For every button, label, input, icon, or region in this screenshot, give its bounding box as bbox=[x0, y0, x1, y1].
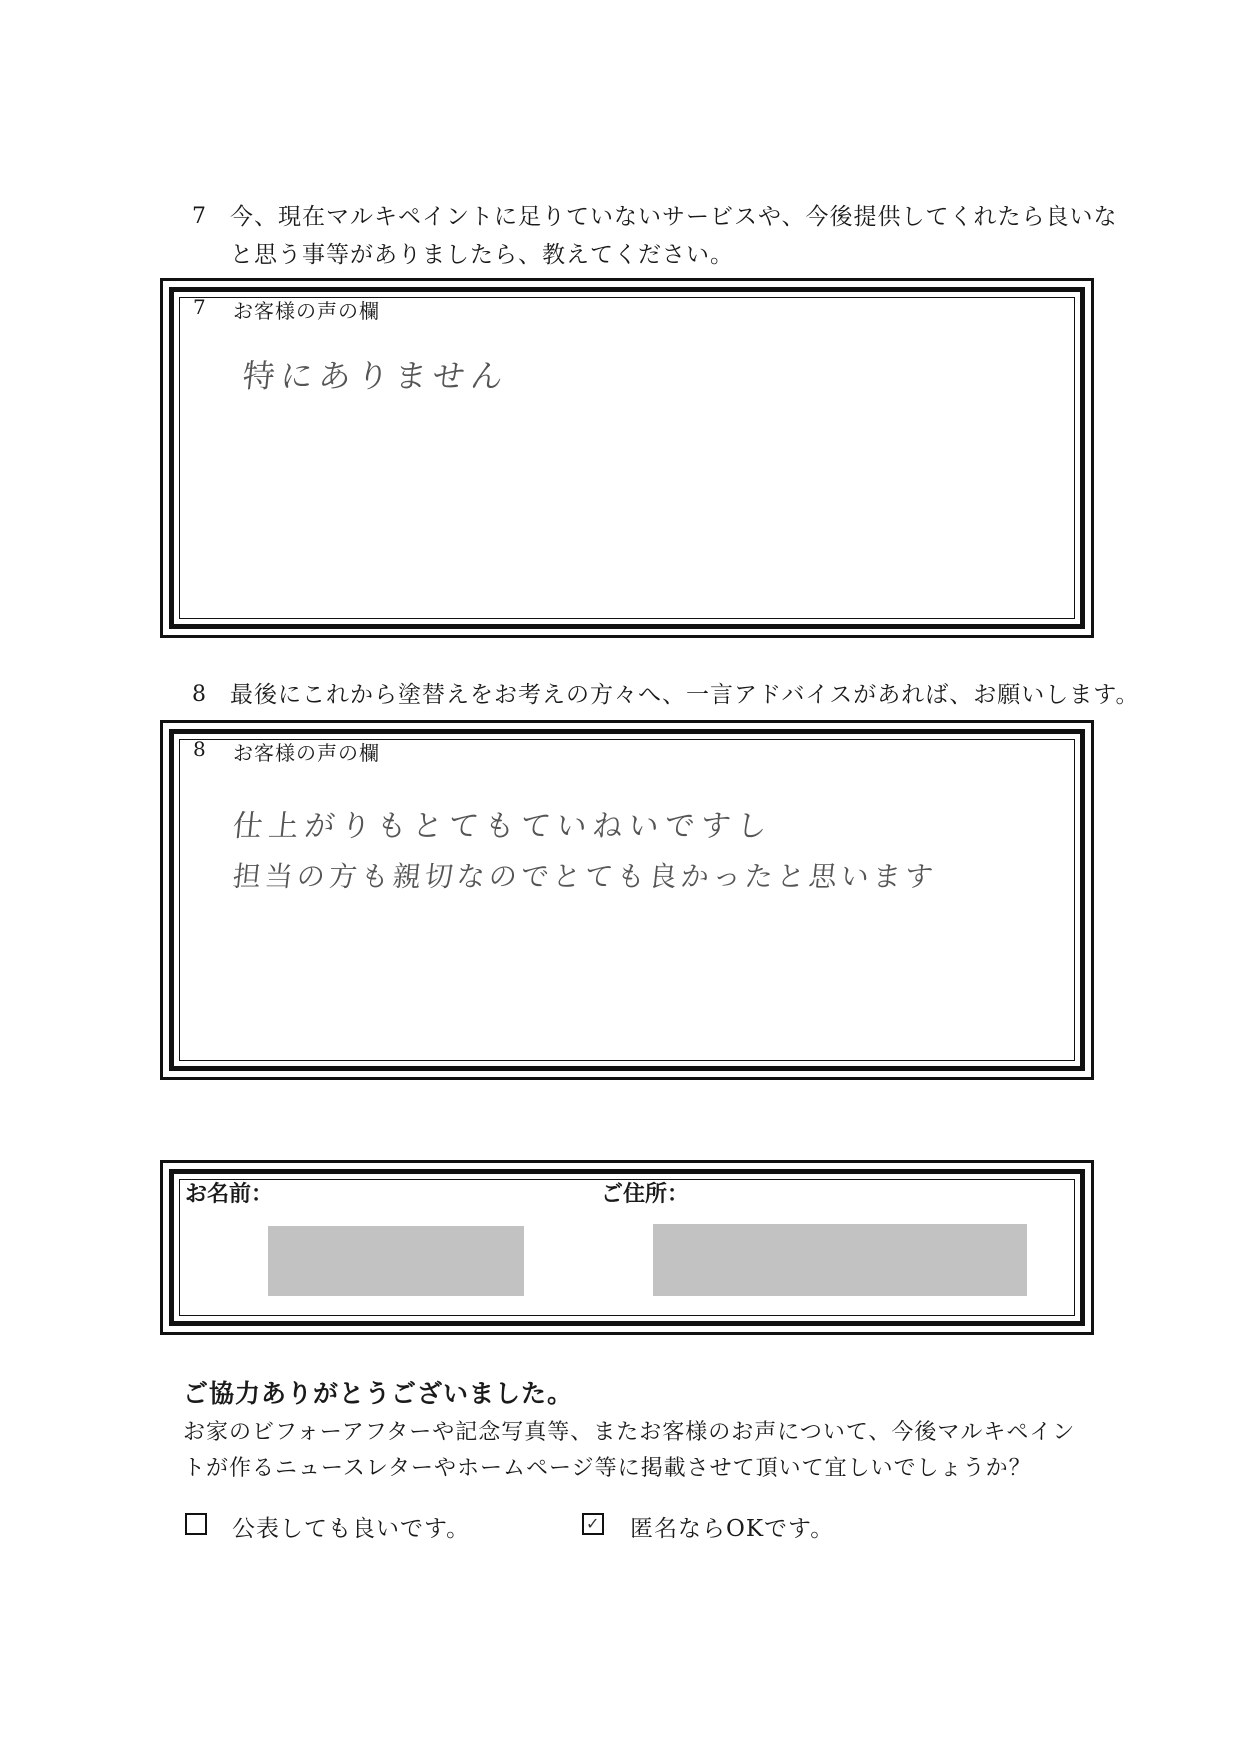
q7-box-label: お客様の声の欄 bbox=[233, 299, 380, 323]
name-redaction bbox=[268, 1226, 524, 1296]
q7-number: 7 bbox=[192, 204, 207, 229]
q8-number: 8 bbox=[192, 682, 207, 707]
closing-line1: お家のビフォーアフターや記念写真等、またお客様のお声について、今後マルキペイン bbox=[183, 1420, 1076, 1445]
name-label: お名前： bbox=[185, 1181, 274, 1207]
address-label: ご住所： bbox=[601, 1181, 690, 1207]
closing-line2: トが作るニュースレターやホームページ等に掲載させて頂いて宜しいでしょうか？ bbox=[183, 1456, 1032, 1481]
q8-answer-box bbox=[160, 720, 1094, 1080]
anonymous-option-label: 匿名ならOKです。 bbox=[630, 1516, 835, 1542]
q7-answer-box bbox=[160, 278, 1094, 638]
public-checkbox[interactable] bbox=[185, 1513, 207, 1535]
anonymous-checkbox[interactable] bbox=[582, 1513, 604, 1535]
customer-info-box bbox=[160, 1160, 1094, 1335]
public-option-label: 公表しても良いです。 bbox=[232, 1516, 471, 1542]
checkmark-icon: ✓ bbox=[586, 1514, 600, 1533]
q8-box-number: 8 bbox=[193, 737, 207, 761]
q7-box-number: 7 bbox=[193, 295, 207, 319]
q8-handwritten-line2: 担当の方も親切なのでとても良かったと思います bbox=[231, 860, 939, 893]
q7-question-line2: と思う事等がありましたら、教えてください。 bbox=[230, 242, 734, 268]
q8-question-line1: 最後にこれから塗替えをお考えの方々へ、一言アドバイスがあれば、お願いします。 bbox=[230, 682, 1140, 708]
address-redaction bbox=[653, 1224, 1027, 1296]
thanks-heading: ご協力ありがとうございました。 bbox=[183, 1379, 574, 1408]
q8-box-label: お客様の声の欄 bbox=[233, 741, 380, 765]
q8-handwritten-line1: 仕上がりもとてもていねいですし bbox=[230, 809, 775, 844]
q7-question-line1: 今、現在マルキペイントに足りていないサービスや、今後提供してくれたら良いな bbox=[230, 204, 1118, 230]
q7-handwritten-answer: 特にありません bbox=[240, 357, 511, 395]
